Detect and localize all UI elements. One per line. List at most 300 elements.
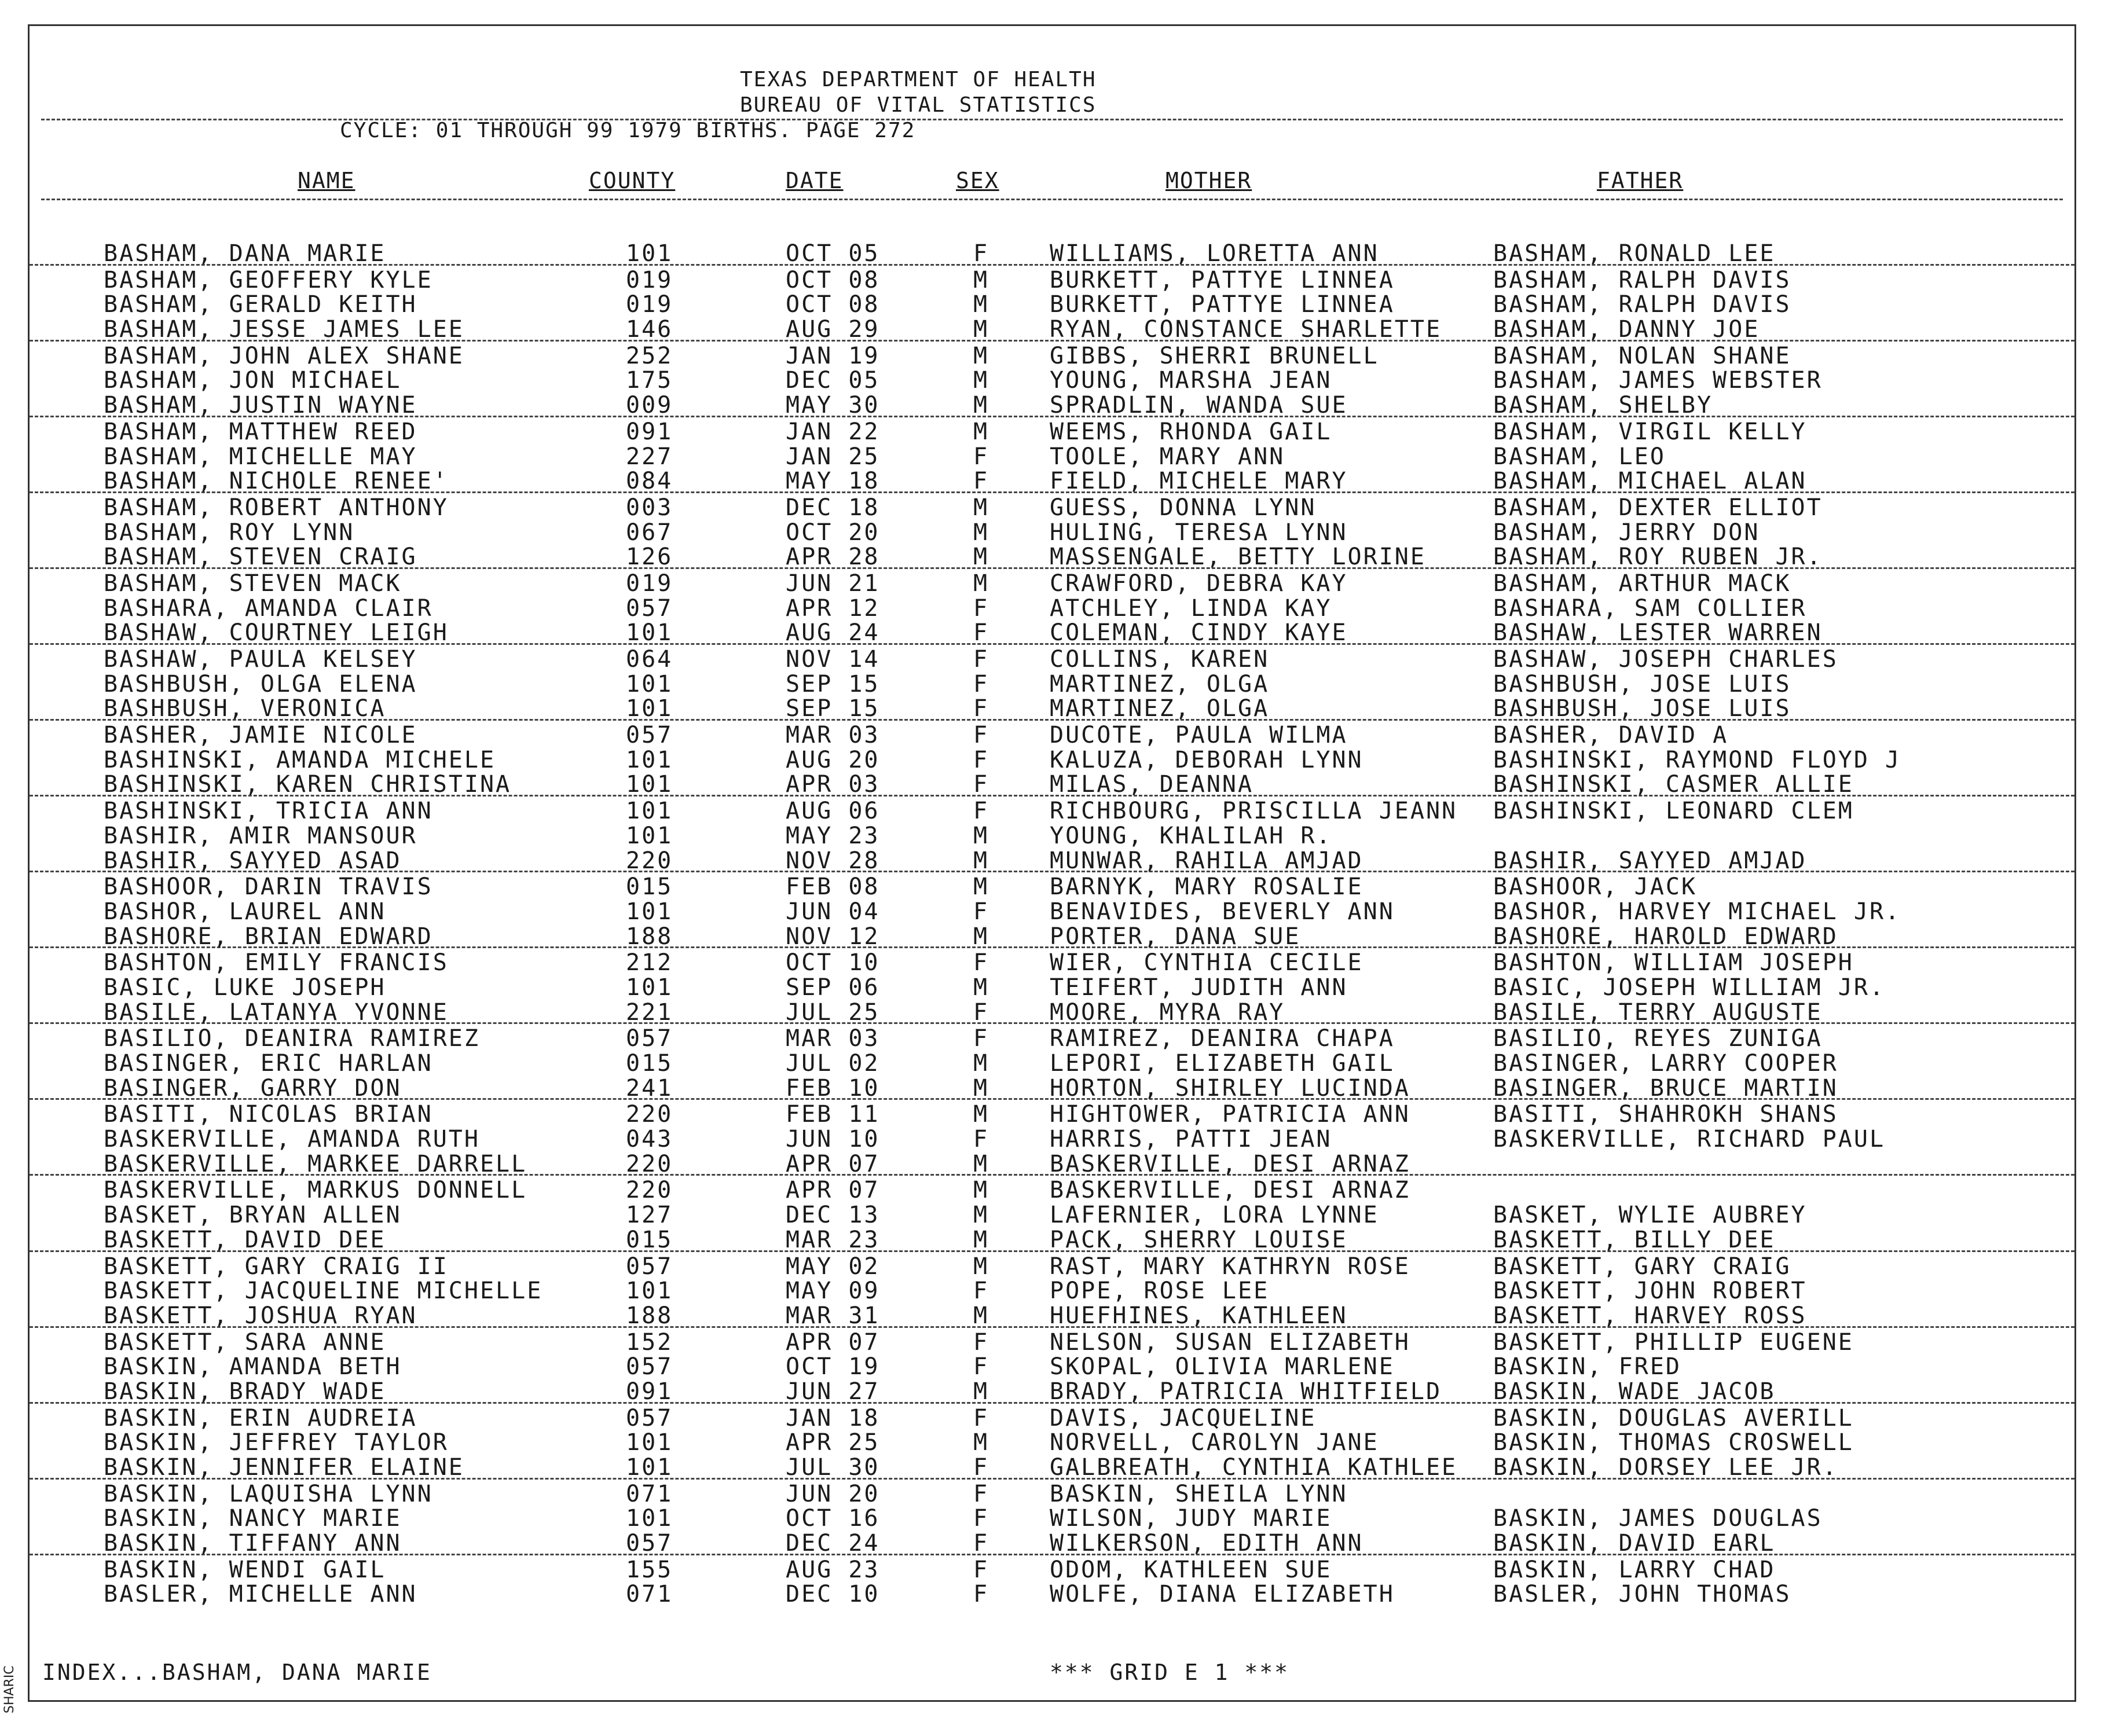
record-county: 220	[626, 1101, 673, 1128]
record-mother: BURKETT, PATTYE LINNEA	[1050, 266, 1395, 293]
record-date: DEC 13	[786, 1202, 880, 1229]
record-date: FEB 10	[786, 1074, 880, 1102]
record-name: BASINGER, ERIC HARLAN	[104, 1050, 433, 1077]
record-mother: MUNWAR, RAHILA AMJAD	[1050, 847, 1363, 874]
record-county: 091	[626, 1378, 673, 1405]
record-date: JUN 04	[786, 898, 880, 925]
record-father: BASHIR, SAYYED AMJAD	[1493, 847, 1807, 874]
record-date: JUN 10	[786, 1126, 880, 1153]
record-father: BASHAM, RONALD LEE	[1493, 240, 1776, 267]
record-mother: HARRIS, PATTI JEAN	[1050, 1126, 1332, 1153]
record-name: BASHBUSH, OLGA ELENA	[104, 670, 417, 698]
record-father: BASHAW, LESTER WARREN	[1493, 619, 1823, 647]
record-county: 057	[626, 1404, 673, 1432]
record-county: 101	[626, 670, 673, 698]
record-name: BASHAM, GEOFFERY KYLE	[104, 266, 433, 293]
record-row	[30, 1074, 2074, 1100]
record-mother: TOOLE, MARY ANN	[1050, 443, 1285, 470]
record-date: DEC 24	[786, 1530, 880, 1557]
record-sex: F	[973, 999, 989, 1026]
record-county: 101	[626, 898, 673, 925]
record-date: APR 12	[786, 594, 880, 622]
record-county: 252	[626, 342, 673, 369]
record-name: BASKETT, SARA ANNE	[104, 1328, 386, 1356]
record-row	[30, 1504, 2074, 1532]
record-name: BASHAM, JOHN ALEX SHANE	[104, 342, 464, 369]
record-mother: BENAVIDES, BEVERLY ANN	[1050, 898, 1395, 925]
record-date: FEB 08	[786, 873, 880, 901]
record-sex: M	[973, 974, 989, 1001]
record-row	[30, 973, 2074, 1001]
header-agency: TEXAS DEPARTMENT OF HEALTH	[740, 68, 1097, 91]
record-mother: WEEMS, RHONDA GAIL	[1050, 418, 1332, 445]
record-date: APR 28	[786, 544, 880, 571]
record-row	[30, 315, 2074, 342]
record-name: BASHER, JAMIE NICOLE	[104, 722, 417, 749]
record-sex: M	[973, 266, 989, 293]
record-mother: WOLFE, DIANA ELIZABETH	[1050, 1581, 1395, 1608]
record-county: 220	[626, 1150, 673, 1177]
record-row	[30, 239, 2074, 266]
record-date: AUG 29	[786, 316, 880, 343]
record-sex: F	[973, 1278, 989, 1305]
document-page	[28, 24, 2076, 1702]
record-date: JUL 30	[786, 1454, 880, 1481]
record-mother: WILKERSON, EDITH ANN	[1050, 1530, 1363, 1557]
column-header-date: DATE	[786, 168, 844, 193]
record-row	[30, 1024, 2074, 1052]
record-row	[30, 594, 2074, 622]
record-sex: F	[973, 1530, 989, 1557]
record-mother: COLLINS, KAREN	[1050, 646, 1270, 673]
record-father: BASKETT, GARY CRAIG	[1493, 1253, 1791, 1280]
record-sex: M	[973, 1177, 989, 1204]
record-father: BASHINSKI, LEONARD CLEM	[1493, 798, 1854, 825]
record-date: MAR 03	[786, 722, 880, 749]
record-sex: M	[973, 1253, 989, 1280]
index-footer: INDEX...BASHAM, DANA MARIE	[42, 1660, 432, 1685]
record-county: 091	[626, 418, 673, 445]
record-row	[30, 518, 2074, 546]
record-county: 015	[626, 1226, 673, 1253]
record-father: BASHAM, NOLAN SHANE	[1493, 342, 1791, 369]
record-county: 057	[626, 722, 673, 749]
record-row	[30, 569, 2074, 597]
record-sex: F	[973, 594, 989, 622]
record-date: OCT 19	[786, 1353, 880, 1381]
record-date: JAN 19	[786, 342, 880, 369]
record-name: BASITI, NICOLAS BRIAN	[104, 1101, 433, 1128]
record-name: BASHIR, AMIR MANSOUR	[104, 822, 417, 849]
record-row	[30, 1480, 2074, 1507]
record-name: BASHAW, PAULA KELSEY	[104, 646, 417, 673]
record-row	[30, 1377, 2074, 1404]
record-date: APR 03	[786, 771, 880, 798]
record-date: MAY 02	[786, 1253, 880, 1280]
record-father: BASHTON, WILLIAM JOSEPH	[1493, 949, 1854, 977]
record-county: 227	[626, 443, 673, 470]
record-mother: BASKERVILLE, DESI ARNAZ	[1050, 1150, 1410, 1177]
record-father: BASKIN, JAMES DOUGLAS	[1493, 1505, 1823, 1532]
record-mother: ATCHLEY, LINDA KAY	[1050, 594, 1332, 622]
record-mother: RAMIREZ, DEANIRA CHAPA	[1050, 1025, 1395, 1052]
record-sex: M	[973, 494, 989, 521]
record-county: 057	[626, 1253, 673, 1280]
record-date: NOV 14	[786, 646, 880, 673]
record-father: BASKIN, DORSEY LEE JR.	[1493, 1454, 1838, 1481]
record-date: SEP 15	[786, 695, 880, 722]
record-date: FEB 11	[786, 1101, 880, 1128]
record-sex: F	[973, 746, 989, 773]
record-sex: M	[973, 1101, 989, 1128]
record-row	[30, 342, 2074, 369]
record-row	[30, 746, 2074, 773]
record-father: BASHAM, DEXTER ELLIOT	[1493, 494, 1823, 521]
side-label: SHARIC	[2, 1665, 17, 1713]
record-father: BASHAM, RALPH DAVIS	[1493, 266, 1791, 293]
record-mother: BASKERVILLE, DESI ARNAZ	[1050, 1177, 1410, 1204]
record-county: 057	[626, 594, 673, 622]
record-sex: M	[973, 1378, 989, 1405]
record-name: BASKETT, GARY CRAIG II	[104, 1253, 449, 1280]
record-county: 101	[626, 1278, 673, 1305]
record-sex: F	[973, 1353, 989, 1381]
record-mother: WILSON, JUDY MARIE	[1050, 1505, 1332, 1532]
record-sex: F	[973, 468, 989, 495]
record-date: NOV 12	[786, 923, 880, 950]
record-county: 019	[626, 291, 673, 318]
record-row	[30, 1225, 2074, 1252]
header-cycle: CYCLE: 01 THROUGH 99 1979 BIRTHS. PAGE 272	[340, 119, 916, 142]
record-sex: M	[973, 367, 989, 394]
record-mother: DAVIS, JACQUELINE	[1050, 1404, 1317, 1432]
record-name: BASHINSKI, AMANDA MICHELE	[104, 746, 496, 773]
record-date: DEC 05	[786, 367, 880, 394]
record-county: 101	[626, 746, 673, 773]
record-mother: BARNYK, MARY ROSALIE	[1050, 873, 1363, 901]
record-row	[30, 1352, 2074, 1381]
record-father: BASHAM, LEO	[1493, 443, 1666, 470]
record-county: 064	[626, 646, 673, 673]
record-row	[30, 1125, 2074, 1153]
record-mother: BRADY, PATRICIA WHITFIELD	[1050, 1378, 1442, 1405]
record-mother: COLEMAN, CINDY KAYE	[1050, 619, 1348, 647]
record-county: 188	[626, 923, 673, 950]
record-row	[30, 1276, 2074, 1305]
record-sex: F	[973, 1454, 989, 1481]
record-sex: F	[973, 798, 989, 825]
record-mother: MOORE, MYRA RAY	[1050, 999, 1285, 1026]
record-name: BASHIR, SAYYED ASAD	[104, 847, 402, 874]
record-county: 101	[626, 1454, 673, 1481]
record-father: BASHAM, MICHAEL ALAN	[1493, 468, 1807, 495]
record-row	[30, 1453, 2074, 1480]
record-row	[30, 391, 2074, 417]
record-father: BASINGER, LARRY COOPER	[1493, 1050, 1838, 1077]
record-mother: GIBBS, SHERRI BRUNELL	[1050, 342, 1379, 369]
record-name: BASKETT, JACQUELINE MICHELLE	[104, 1278, 543, 1305]
record-date: JUN 21	[786, 570, 880, 597]
record-row	[30, 897, 2074, 925]
record-sex: M	[973, 342, 989, 369]
record-name: BASKETT, JOSHUA RYAN	[104, 1302, 417, 1329]
record-date: MAR 31	[786, 1302, 880, 1329]
record-name: BASKET, BRYAN ALLEN	[104, 1202, 402, 1229]
record-row	[30, 645, 2074, 673]
record-date: DEC 10	[786, 1581, 880, 1608]
record-mother: WILLIAMS, LORETTA ANN	[1050, 240, 1379, 267]
record-sex: F	[973, 1328, 989, 1356]
record-date: JUN 20	[786, 1480, 880, 1507]
record-mother: GALBREATH, CYNTHIA KATHLEE	[1050, 1454, 1458, 1481]
record-name: BASINGER, GARRY DON	[104, 1074, 402, 1102]
record-date: JUL 02	[786, 1050, 880, 1077]
record-date: OCT 08	[786, 266, 880, 293]
record-date: OCT 20	[786, 519, 880, 546]
record-row	[30, 1252, 2074, 1280]
record-date: MAR 23	[786, 1226, 880, 1253]
record-name: BASHBUSH, VERONICA	[104, 695, 386, 722]
record-county: 241	[626, 1074, 673, 1102]
record-mother: MARTINEZ, OLGA	[1050, 670, 1270, 698]
record-sex: M	[973, 847, 989, 874]
record-name: BASHINSKI, TRICIA ANN	[104, 798, 433, 825]
record-name: BASHAM, DANA MARIE	[104, 240, 386, 267]
record-row	[30, 417, 2074, 445]
record-father: BASHOOR, JACK	[1493, 873, 1698, 901]
record-row	[30, 467, 2074, 493]
record-sex: M	[973, 544, 989, 571]
record-name: BASHOOR, DARIN TRAVIS	[104, 873, 433, 901]
record-county: 015	[626, 1050, 673, 1077]
record-father: BASIC, JOSEPH WILLIAM JR.	[1493, 974, 1886, 1001]
record-sex: M	[973, 418, 989, 445]
record-father: BASILE, TERRY AUGUSTE	[1493, 999, 1823, 1026]
record-mother: WIER, CYNTHIA CECILE	[1050, 949, 1363, 977]
record-sex: F	[973, 1126, 989, 1153]
record-county: 220	[626, 847, 673, 874]
record-mother: GUESS, DONNA LYNN	[1050, 494, 1317, 521]
record-sex: F	[973, 1025, 989, 1052]
record-mother: PORTER, DANA SUE	[1050, 923, 1301, 950]
record-father: BASHAM, VIRGIL KELLY	[1493, 418, 1807, 445]
record-row	[30, 1176, 2074, 1204]
record-sex: M	[973, 519, 989, 546]
record-mother: TEIFERT, JUDITH ANN	[1050, 974, 1348, 1001]
record-name: BASHAM, JON MICHAEL	[104, 367, 402, 394]
record-county: 175	[626, 367, 673, 394]
record-father: BASKIN, WADE JACOB	[1493, 1378, 1776, 1405]
record-county: 155	[626, 1556, 673, 1583]
record-county: 019	[626, 570, 673, 597]
record-county: 057	[626, 1025, 673, 1052]
record-sex: M	[973, 1226, 989, 1253]
record-sex: M	[973, 1050, 989, 1077]
record-mother: YOUNG, KHALILAH R.	[1050, 822, 1332, 849]
record-date: SEP 06	[786, 974, 880, 1001]
record-father: BASHAM, RALPH DAVIS	[1493, 291, 1791, 318]
record-date: APR 25	[786, 1429, 880, 1456]
record-name: BASKIN, WENDI GAIL	[104, 1556, 386, 1583]
record-mother: SKOPAL, OLIVIA MARLENE	[1050, 1353, 1395, 1381]
column-header-mother: MOTHER	[1165, 168, 1252, 193]
record-date: MAR 03	[786, 1025, 880, 1052]
record-sex: F	[973, 1581, 989, 1608]
record-date: MAY 23	[786, 822, 880, 849]
record-name: BASILIO, DEANIRA RAMIREZ	[104, 1025, 480, 1052]
record-name: BASKERVILLE, MARKUS DONNELL	[104, 1177, 527, 1204]
column-header-name: NAME	[298, 168, 355, 193]
record-name: BASKERVILLE, MARKEE DARRELL	[104, 1150, 527, 1177]
record-row	[30, 1328, 2074, 1356]
record-row	[30, 366, 2074, 394]
record-father: BASKIN, THOMAS CROSWELL	[1493, 1429, 1854, 1456]
record-mother: FIELD, MICHELE MARY	[1050, 468, 1348, 495]
record-sex: M	[973, 1302, 989, 1329]
record-row	[30, 998, 2074, 1025]
record-county: 221	[626, 999, 673, 1026]
record-row	[30, 1100, 2074, 1128]
record-sex: M	[973, 1429, 989, 1456]
record-mother: SPRADLIN, WANDA SUE	[1050, 392, 1348, 419]
record-name: BASHAM, JUSTIN WAYNE	[104, 392, 417, 419]
record-name: BASKIN, JEFFREY TAYLOR	[104, 1429, 449, 1456]
record-date: DEC 18	[786, 494, 880, 521]
record-county: 084	[626, 468, 673, 495]
record-date: SEP 15	[786, 670, 880, 698]
record-county: 009	[626, 392, 673, 419]
record-row	[30, 1150, 2074, 1176]
record-county: 101	[626, 619, 673, 647]
record-mother: HORTON, SHIRLEY LUCINDA	[1050, 1074, 1410, 1102]
record-date: JAN 18	[786, 1404, 880, 1432]
record-row	[30, 542, 2074, 569]
record-row	[30, 922, 2074, 949]
record-row	[30, 948, 2074, 977]
record-father: BASKIN, DAVID EARL	[1493, 1530, 1776, 1557]
record-sex: M	[973, 392, 989, 419]
record-row	[30, 821, 2074, 849]
record-date: MAY 30	[786, 392, 880, 419]
record-sex: F	[973, 443, 989, 470]
record-sex: M	[973, 570, 989, 597]
record-mother: RAST, MARY KATHRYN ROSE	[1050, 1253, 1410, 1280]
record-father: BASHBUSH, JOSE LUIS	[1493, 670, 1791, 698]
record-mother: HULING, TERESA LYNN	[1050, 519, 1348, 546]
record-father: BASHAM, JAMES WEBSTER	[1493, 367, 1823, 394]
record-name: BASHTON, EMILY FRANCIS	[104, 949, 449, 977]
record-row	[30, 1428, 2074, 1456]
record-name: BASLER, MICHELLE ANN	[104, 1581, 417, 1608]
record-sex: F	[973, 1404, 989, 1432]
record-date: APR 07	[786, 1328, 880, 1356]
record-name: BASHARA, AMANDA CLAIR	[104, 594, 433, 622]
record-row	[30, 1049, 2074, 1077]
record-name: BASKIN, JENNIFER ELAINE	[104, 1454, 464, 1481]
record-name: BASHAM, STEVEN MACK	[104, 570, 402, 597]
record-father: BASHAM, DANNY JOE	[1493, 316, 1760, 343]
header-bureau: BUREAU OF VITAL STATISTICS	[740, 93, 1097, 117]
record-county: 220	[626, 1177, 673, 1204]
record-row	[30, 442, 2074, 470]
record-date: MAY 18	[786, 468, 880, 495]
record-row	[30, 670, 2074, 698]
record-name: BASHAM, ROY LYNN	[104, 519, 355, 546]
record-father: BASHINSKI, CASMER ALLIE	[1493, 771, 1854, 798]
record-father: BASKETT, BILLY DEE	[1493, 1226, 1776, 1253]
record-father: BASKIN, FRED	[1493, 1353, 1681, 1381]
record-mother: MARTINEZ, OLGA	[1050, 695, 1270, 722]
record-row	[30, 1529, 2074, 1555]
record-name: BASHAM, STEVEN CRAIG	[104, 544, 417, 571]
record-date: JUL 25	[786, 999, 880, 1026]
record-father: BASHBUSH, JOSE LUIS	[1493, 695, 1791, 722]
record-row	[30, 846, 2074, 873]
record-county: 152	[626, 1328, 673, 1356]
record-date: JAN 25	[786, 443, 880, 470]
record-sex: F	[973, 1505, 989, 1532]
record-father: BASITI, SHAHROKH SHANS	[1493, 1101, 1838, 1128]
record-name: BASKIN, TIFFANY ANN	[104, 1530, 402, 1557]
record-county: 146	[626, 316, 673, 343]
record-county: 057	[626, 1530, 673, 1557]
record-father: BASHER, DAVID A	[1493, 722, 1729, 749]
record-row	[30, 1301, 2074, 1328]
record-name: BASHAM, ROBERT ANTHONY	[104, 494, 449, 521]
record-name: BASHAW, COURTNEY LEIGH	[104, 619, 449, 647]
record-date: AUG 23	[786, 1556, 880, 1583]
birth-records-list	[30, 239, 2074, 1608]
record-name: BASHAM, MICHELLE MAY	[104, 443, 417, 470]
record-mother: YOUNG, MARSHA JEAN	[1050, 367, 1332, 394]
record-father: BASHAM, ROY RUBEN JR.	[1493, 544, 1823, 571]
record-row	[30, 493, 2074, 521]
record-name: BASHINSKI, KAREN CHRISTINA	[104, 771, 512, 798]
record-name: BASKIN, BRADY WADE	[104, 1378, 386, 1405]
record-date: AUG 06	[786, 798, 880, 825]
record-row	[30, 618, 2074, 645]
record-mother: CRAWFORD, DEBRA KAY	[1050, 570, 1348, 597]
record-father: BASILIO, REYES ZUNIGA	[1493, 1025, 1823, 1052]
record-row	[30, 1555, 2074, 1583]
record-county: 071	[626, 1581, 673, 1608]
record-mother: ODOM, KATHLEEN SUE	[1050, 1556, 1332, 1583]
record-mother: PACK, SHERRY LOUISE	[1050, 1226, 1348, 1253]
record-date: JAN 22	[786, 418, 880, 445]
record-row	[30, 1201, 2074, 1229]
record-name: BASKIN, AMANDA BETH	[104, 1353, 402, 1381]
record-sex: F	[973, 646, 989, 673]
record-sex: F	[973, 949, 989, 977]
record-sex: F	[973, 240, 989, 267]
record-name: BASKIN, NANCY MARIE	[104, 1505, 402, 1532]
record-county: 101	[626, 798, 673, 825]
record-father: BASKETT, PHILLIP EUGENE	[1493, 1328, 1854, 1356]
record-county: 003	[626, 494, 673, 521]
record-father: BASKETT, JOHN ROBERT	[1493, 1278, 1807, 1305]
record-sex: M	[973, 291, 989, 318]
record-row	[30, 1404, 2074, 1432]
record-mother: HIGHTOWER, PATRICIA ANN	[1050, 1101, 1410, 1128]
record-county: 101	[626, 1505, 673, 1532]
record-county: 101	[626, 695, 673, 722]
record-sex: M	[973, 923, 989, 950]
record-county: 067	[626, 519, 673, 546]
record-county: 101	[626, 1429, 673, 1456]
record-county: 101	[626, 240, 673, 267]
record-row	[30, 797, 2074, 825]
record-date: JUN 27	[786, 1378, 880, 1405]
